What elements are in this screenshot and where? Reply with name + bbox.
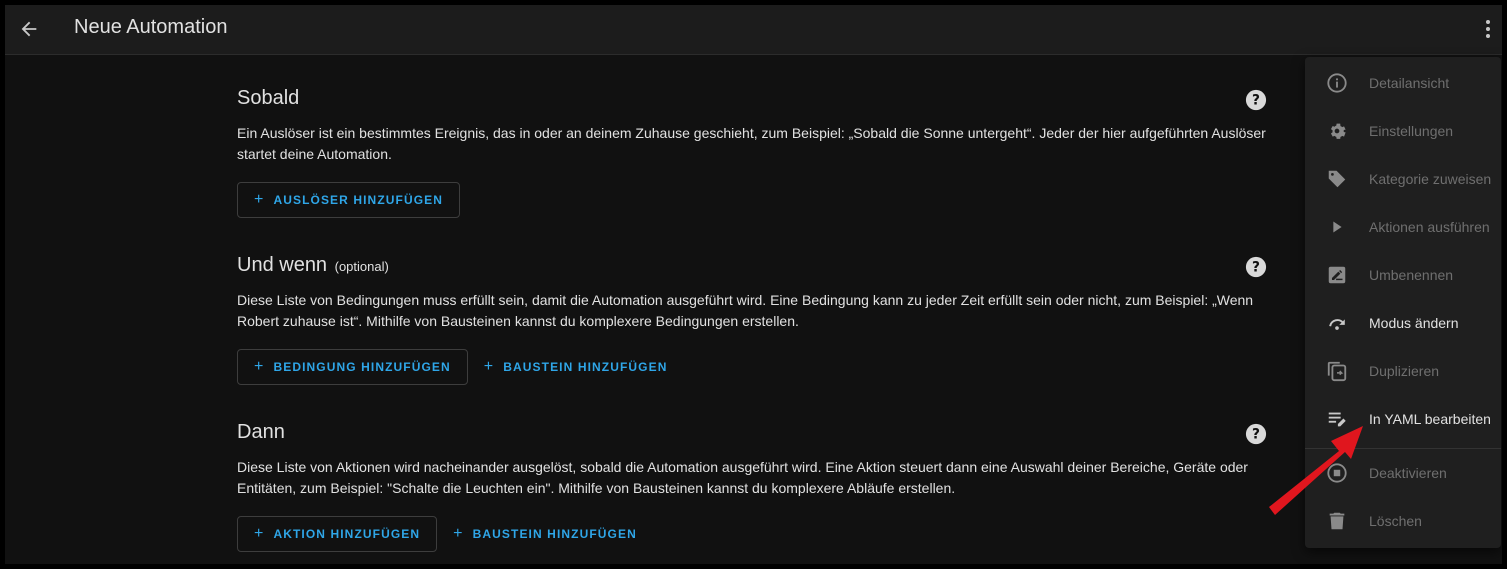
plus-icon: + [453, 525, 464, 542]
menu-item-deaktivieren[interactable] [1305, 449, 1501, 497]
stop-circle-outline-icon [1326, 462, 1348, 484]
condition-title-text: Und wenn [237, 254, 328, 276]
add-building-block-label: BAUSTEIN HINZUFÜGEN [503, 360, 668, 374]
action-section [237, 421, 1267, 499]
menu-item-duplizieren[interactable] [1305, 347, 1501, 395]
help-circle-icon[interactable] [1245, 89, 1267, 111]
menu-item-label: Kategorie zuweisen [1369, 171, 1492, 187]
plus-icon: + [254, 191, 265, 208]
menu-item-label: Deaktivieren [1369, 465, 1447, 481]
file-edit-icon [1326, 408, 1348, 430]
tag-icon [1326, 168, 1348, 190]
add-action-label: AKTION HINZUFÜGEN [273, 527, 421, 541]
menu-item-kategorie-zuweisen[interactable] [1305, 155, 1501, 203]
condition-section-title [237, 254, 1267, 277]
information-outline-icon [1326, 72, 1348, 94]
add-building-block-label: BAUSTEIN HINZUFÜGEN [472, 527, 637, 541]
menu-item-label: Umbenennen [1369, 267, 1454, 283]
svg-text:?: ? [1252, 426, 1260, 443]
debug-step-over-icon [1326, 312, 1348, 334]
top-app-bar [5, 5, 1502, 55]
delete-icon [1326, 510, 1348, 532]
trigger-section [237, 87, 1267, 165]
condition-section [237, 254, 1267, 332]
trigger-section-description: Ein Auslöser ist ein bestimmtes Ereignis, das in oder an deinem Zuhause geschieht, zum Beispiel: „Sobald die Sonne untergeht“. Jeder der hier aufgeführten Auslöser startet deine Automation. [237, 125, 1266, 162]
trigger-button-row [237, 182, 460, 218]
menu-item-detailansicht[interactable] [1305, 59, 1501, 107]
play-icon [1326, 216, 1348, 238]
help-circle-icon[interactable] [1245, 423, 1267, 445]
cog-icon [1326, 120, 1348, 142]
overflow-menu [1305, 57, 1501, 548]
add-action-building-block-button[interactable] [453, 516, 653, 552]
menu-item-label: Löschen [1369, 513, 1422, 529]
add-condition-building-block-button[interactable] [484, 349, 684, 385]
menu-item-loeschen[interactable] [1305, 497, 1501, 545]
add-condition-label: BEDINGUNG HINZUFÜGEN [273, 360, 451, 374]
condition-button-row [237, 349, 683, 385]
help-circle-icon[interactable] [1245, 256, 1267, 278]
menu-item-aktionen-ausfuehren[interactable] [1305, 203, 1501, 251]
add-action-button[interactable] [237, 516, 437, 552]
menu-item-modus-aendern[interactable] [1305, 299, 1501, 347]
trigger-section-title: Sobald [237, 87, 300, 109]
menu-item-einstellungen[interactable] [1305, 107, 1501, 155]
svg-text:?: ? [1252, 92, 1260, 109]
page-title: Neue Automation [74, 16, 228, 38]
add-condition-button[interactable] [237, 349, 468, 385]
plus-icon: + [254, 358, 265, 375]
dots-vertical-icon [1485, 19, 1491, 39]
menu-item-label: Duplizieren [1369, 363, 1440, 379]
condition-section-description: Diese Liste von Bedingungen muss erfüllt sein, damit die Automation ausgeführt wird. Eine Bedingung kann zu jeder Zeit erfüllt sein oder nicht, zum Beispiel: „Wenn Robert zuhause ist“. Mithilfe von Bausteinen kannst du komplexere Bedingungen erstellen. [237, 292, 1254, 329]
menu-item-in-yaml-bearbeiten[interactable] [1305, 395, 1501, 443]
arrow-left-icon [18, 18, 40, 40]
automation-editor-window [5, 5, 1502, 564]
menu-item-umbenennen[interactable] [1305, 251, 1501, 299]
back-button[interactable] [13, 13, 45, 45]
svg-text:?: ? [1252, 259, 1260, 276]
menu-item-label: Einstellungen [1369, 123, 1454, 139]
action-section-title: Dann [237, 421, 285, 443]
content-duplicate-icon [1326, 360, 1348, 382]
rename-box-icon [1326, 264, 1348, 286]
menu-item-label: Aktionen ausführen [1369, 219, 1490, 235]
menu-item-label: Modus ändern [1369, 315, 1459, 331]
action-button-row [237, 516, 653, 552]
plus-icon: + [483, 358, 495, 375]
plus-icon: + [254, 525, 265, 542]
add-trigger-button[interactable] [237, 182, 460, 218]
menu-item-label: Detailansicht [1369, 75, 1450, 91]
action-section-description: Diese Liste von Aktionen wird nacheinander ausgelöst, sobald die Automation ausgeführt wird. Eine Aktion steuert dann eine Auswahl deiner Bereiche, Geräte oder Entitäten, zum Beispiel: "Schalte die Leuchten ein". Mithilfe von Bausteinen kannst du komplexere Abläufe erstellen. [237, 459, 1248, 496]
optional-label: (optional) [334, 259, 389, 274]
add-trigger-label: AUSLÖSER HINZUFÜGEN [273, 193, 444, 207]
overflow-menu-button[interactable] [1476, 13, 1500, 45]
menu-item-label: In YAML bearbeiten [1369, 411, 1491, 427]
